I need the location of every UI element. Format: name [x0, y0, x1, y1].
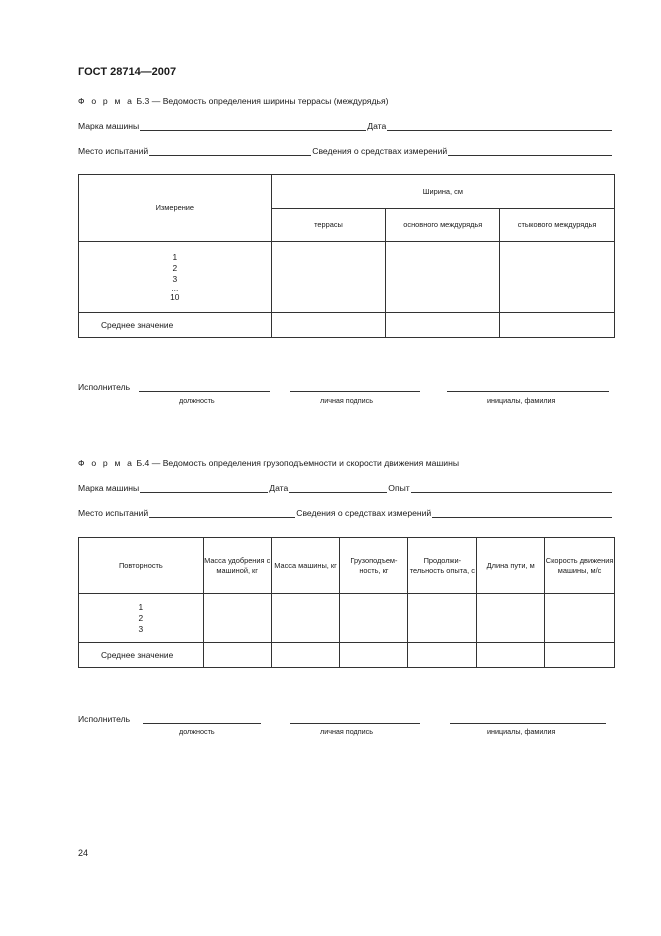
form-b4-title-text: Б.4 — Ведомость определения грузоподъемности и скорости движения машины [134, 458, 460, 468]
table-row [79, 242, 615, 313]
col-mass-fert-header: Масса удобрения с машиной, кг [203, 538, 271, 594]
date-field[interactable] [289, 483, 387, 493]
repeat-numbers [79, 594, 204, 643]
place-field[interactable] [149, 146, 311, 156]
form-b3-title-text: Б.3 — Ведомость определения ширины террасы (междурядья) [134, 96, 389, 106]
row-number: 2 [138, 612, 144, 623]
col-mass-machine-header: Масса машины, кг [271, 538, 340, 594]
executor-label: Исполнитель [78, 382, 131, 392]
position-field[interactable] [143, 723, 261, 724]
form-b4-title [78, 458, 459, 468]
form-b3-title [78, 96, 388, 106]
table-cell[interactable] [340, 594, 408, 643]
table-row [79, 313, 615, 338]
row-number: 2 [172, 262, 178, 273]
table-row [79, 643, 615, 668]
instruments-label: Сведения о средствах измерений [296, 508, 432, 518]
col-duration-header: Продолжи-тельность опыта, с [408, 538, 477, 594]
col-repeat-header: Повторность [79, 538, 204, 594]
average-label: Среднее значение [79, 643, 204, 668]
initials-field[interactable] [450, 723, 606, 724]
table-row [79, 594, 615, 643]
form-b4-place-line [78, 508, 613, 518]
form-b4-machine-line [78, 483, 613, 493]
position-field[interactable] [139, 391, 270, 392]
place-field[interactable] [149, 508, 295, 518]
sub-main-header: основного междурядья [386, 209, 500, 242]
signature-field[interactable] [290, 391, 420, 392]
date-label: Дата [367, 121, 387, 131]
table-cell[interactable] [271, 594, 340, 643]
trial-label: Опыт [388, 483, 410, 493]
row-number: 1 [138, 601, 144, 612]
table-cell[interactable] [545, 594, 615, 643]
sub-terrace-header: террасы [271, 209, 386, 242]
table-cell[interactable] [203, 643, 271, 668]
initials-caption: инициалы, фамилия [487, 396, 556, 405]
row-number: 3 [138, 623, 144, 634]
row-number: 1 [172, 251, 178, 262]
row-number: ... [171, 282, 179, 293]
form-b3-machine-line [78, 121, 613, 131]
form-b3-place-line [78, 146, 613, 156]
form-b3-table [78, 174, 615, 338]
signature-caption: личная подпись [320, 396, 373, 405]
table-cell[interactable] [477, 643, 545, 668]
signature-field[interactable] [290, 723, 420, 724]
executor-label: Исполнитель [78, 714, 131, 724]
table-cell[interactable] [340, 643, 408, 668]
machine-field[interactable] [140, 483, 268, 493]
col-path-header: Длина пути, м [477, 538, 545, 594]
machine-field[interactable] [140, 121, 366, 131]
date-label: Дата [269, 483, 289, 493]
instruments-field[interactable] [432, 508, 612, 518]
table-cell[interactable] [500, 313, 615, 338]
table-cell[interactable] [271, 242, 386, 313]
initials-caption: инициалы, фамилия [487, 727, 556, 736]
average-label: Среднее значение [79, 313, 272, 338]
measure-numbers [79, 242, 272, 313]
row-number: 3 [172, 273, 178, 284]
page-number: 24 [78, 848, 89, 858]
document-header: ГОСТ 28714—2007 [78, 66, 177, 78]
date-field[interactable] [387, 121, 612, 131]
table-cell[interactable] [408, 594, 477, 643]
table-cell[interactable] [408, 643, 477, 668]
instruments-label: Сведения о средствах измерений [312, 146, 448, 156]
table-cell[interactable] [500, 242, 615, 313]
machine-label: Марка машины [78, 483, 140, 493]
place-label: Место испытаний [78, 508, 149, 518]
initials-field[interactable] [447, 391, 609, 392]
position-caption: должность [179, 727, 215, 736]
machine-label: Марка машины [78, 121, 140, 131]
sub-joint-header: стыкового междурядья [500, 209, 615, 242]
trial-field[interactable] [411, 483, 612, 493]
form-b4-word: Ф о р м а [78, 458, 135, 468]
table-cell[interactable] [386, 313, 500, 338]
place-label: Место испытаний [78, 146, 149, 156]
table-cell[interactable] [477, 594, 545, 643]
col-load-header: Грузоподъем-ность, кг [340, 538, 408, 594]
signature-caption: личная подпись [320, 727, 373, 736]
col-measure-header: Измерение [79, 175, 272, 242]
table-cell[interactable] [545, 643, 615, 668]
col-width-header: Ширина, см [271, 175, 614, 209]
table-cell[interactable] [271, 643, 340, 668]
form-b3-word: Ф о р м а [78, 96, 135, 106]
row-number: 10 [170, 291, 180, 302]
table-cell[interactable] [386, 242, 500, 313]
position-caption: должность [179, 396, 215, 405]
table-cell[interactable] [271, 313, 386, 338]
table-cell[interactable] [203, 594, 271, 643]
instruments-field[interactable] [448, 146, 612, 156]
form-b4-table [78, 537, 615, 668]
col-speed-header: Скорость движения машины, м/с [545, 538, 615, 594]
